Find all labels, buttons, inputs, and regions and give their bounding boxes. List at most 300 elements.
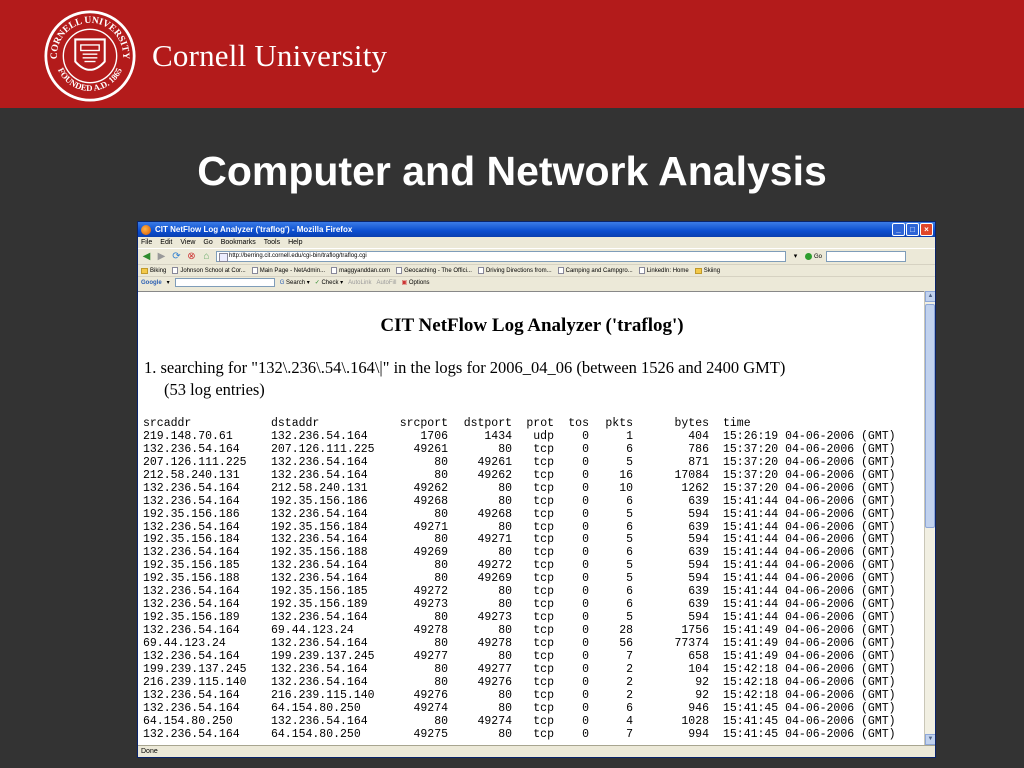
table-cell-bytes: 946 [688, 701, 709, 715]
table-row [143, 716, 910, 729]
table-row [143, 444, 910, 457]
page-content [138, 291, 926, 745]
table-cell-bytes: 1028 [681, 714, 709, 728]
google-dropdown-icon[interactable]: ▾ [166, 280, 170, 286]
table-cell-srcport: 80 [434, 662, 448, 676]
table-cell-srcport: 49276 [413, 688, 448, 702]
page-icon [252, 267, 258, 274]
table-cell-time: 15:37:20 04-06-2006 (GMT) [723, 442, 896, 456]
table-cell-prot: tcp [533, 442, 554, 456]
table-cell-tos: 0 [582, 559, 589, 573]
table-cell-dstport: 80 [498, 442, 512, 456]
search-icon: G [279, 280, 285, 286]
table-cell-dstport: 49274 [477, 714, 512, 728]
firefox-icon [141, 225, 151, 235]
table-cell-time: 15:42:18 04-06-2006 (GMT) [723, 675, 896, 689]
table-cell-srcaddr: 199.239.137.245 [143, 662, 247, 676]
table-cell-prot: tcp [533, 533, 554, 547]
close-button[interactable]: × [920, 223, 933, 236]
table-cell-time: 15:41:45 04-06-2006 (GMT) [723, 714, 896, 728]
table-cell-tos: 0 [582, 598, 589, 612]
table-cell-dstaddr: 192.35.156.184 [271, 520, 368, 534]
check-icon: ✓ [314, 280, 320, 286]
table-cell-prot: tcp [533, 507, 554, 521]
log-header-row [143, 418, 910, 431]
table-cell-dstaddr: 132.236.54.164 [271, 455, 368, 469]
table-cell-bytes: 658 [688, 649, 709, 663]
table-cell-srcport: 1706 [420, 429, 448, 443]
table-cell-srcport: 49268 [413, 494, 448, 508]
table-cell-srcaddr: 64.154.80.250 [143, 714, 233, 728]
go-icon [805, 253, 812, 260]
table-cell-dstaddr: 207.126.111.225 [271, 442, 375, 456]
table-cell-srcaddr: 207.126.111.225 [143, 455, 247, 469]
table-cell-srcport: 80 [434, 611, 448, 625]
table-cell-time: 15:41:49 04-06-2006 (GMT) [723, 636, 896, 650]
entries-count: (53 log entries) [164, 380, 265, 399]
table-row [143, 677, 910, 690]
table-cell-prot: tcp [533, 675, 554, 689]
table-cell-pkts: 5 [626, 559, 633, 573]
table-row [143, 651, 910, 664]
table-cell-tos: 0 [582, 481, 589, 495]
navigation-toolbar [138, 248, 935, 264]
col-prot: prot [526, 417, 554, 430]
table-cell-prot: tcp [533, 468, 554, 482]
table-cell-dstport: 49276 [477, 675, 512, 689]
browser-window [137, 221, 936, 758]
table-cell-srcport: 80 [434, 455, 448, 469]
col-dstaddr: dstaddr [271, 417, 320, 430]
col-bytes: bytes [674, 417, 709, 430]
table-cell-srcport: 80 [434, 675, 448, 689]
table-cell-dstaddr: 132.236.54.164 [271, 662, 368, 676]
scroll-up-arrow-icon[interactable]: ▲ [925, 291, 936, 302]
header-band [0, 0, 1024, 108]
table-cell-pkts: 6 [626, 520, 633, 534]
table-cell-srcaddr: 192.35.156.185 [143, 559, 240, 573]
table-cell-srcaddr: 69.44.123.24 [143, 636, 226, 650]
maximize-button[interactable]: □ [906, 223, 919, 236]
table-cell-prot: tcp [533, 688, 554, 702]
menu-go[interactable]: Go [203, 239, 213, 246]
table-cell-time: 15:41:45 04-06-2006 (GMT) [723, 701, 896, 715]
table-cell-srcport: 80 [434, 636, 448, 650]
table-cell-time: 15:41:44 04-06-2006 (GMT) [723, 494, 896, 508]
table-cell-bytes: 639 [688, 494, 709, 508]
table-cell-srcaddr: 212.58.240.131 [143, 468, 240, 482]
table-cell-pkts: 7 [626, 649, 633, 663]
table-cell-srcaddr: 132.236.54.164 [143, 649, 240, 663]
table-cell-tos: 0 [582, 455, 589, 469]
table-cell-tos: 0 [582, 520, 589, 534]
table-cell-prot: tcp [533, 455, 554, 469]
table-cell-dstaddr: 132.236.54.164 [271, 559, 368, 573]
university-name: Cornell University [152, 38, 388, 73]
table-cell-prot: tcp [533, 714, 554, 728]
table-cell-time: 15:41:44 04-06-2006 (GMT) [723, 546, 896, 560]
page-icon [639, 267, 645, 274]
menu-view[interactable]: View [180, 239, 196, 246]
table-cell-tos: 0 [582, 429, 589, 443]
table-cell-dstaddr: 192.35.156.186 [271, 494, 368, 508]
bookmark-maggyanddan[interactable]: maggyanddan.com [331, 267, 390, 274]
table-cell-prot: tcp [533, 662, 554, 676]
table-cell-bytes: 594 [688, 611, 709, 625]
table-cell-pkts: 5 [626, 507, 633, 521]
scrollbar-thumb[interactable] [925, 304, 935, 528]
table-cell-tos: 0 [582, 624, 589, 637]
col-pkts: pkts [605, 417, 633, 430]
search-description: 1. searching for "132\.236\.54\.164\|" in the logs for 2006_04_06 (between 1526 and 2400 GMT) [144, 358, 786, 377]
table-cell-tos: 0 [582, 727, 589, 741]
table-cell-pkts: 1 [626, 429, 633, 443]
table-cell-srcport: 49261 [413, 442, 448, 456]
table-row [143, 625, 910, 638]
table-cell-time: 15:41:44 04-06-2006 (GMT) [723, 611, 896, 625]
menu-tools[interactable]: Tools [263, 239, 281, 246]
table-cell-tos: 0 [582, 714, 589, 728]
table-cell-dstport: 80 [498, 688, 512, 702]
google-search-button[interactable]: G Search ▾ [279, 280, 310, 286]
seal-text-top: CORNELL UNIVERSITY [48, 14, 132, 60]
table-cell-bytes: 871 [688, 455, 709, 469]
cornell-seal-logo [44, 10, 136, 102]
table-cell-srcport: 49273 [413, 598, 448, 612]
col-dstport: dstport [463, 417, 512, 430]
table-cell-time: 15:37:20 04-06-2006 (GMT) [723, 455, 896, 469]
table-cell-tos: 0 [582, 507, 589, 521]
google-options-button[interactable]: ▣ Options [401, 280, 430, 286]
window-titlebar [138, 222, 935, 237]
table-cell-dstaddr: 192.35.156.189 [271, 598, 368, 612]
bookmark-camping[interactable]: Camping and Campgro... [558, 267, 633, 274]
table-cell-bytes: 594 [688, 507, 709, 521]
table-cell-srcport: 80 [434, 559, 448, 573]
table-cell-time: 15:42:18 04-06-2006 (GMT) [723, 688, 896, 702]
table-cell-dstaddr: 64.154.80.250 [271, 701, 361, 715]
google-toolbar [138, 276, 935, 288]
table-cell-dstport: 49262 [477, 468, 512, 482]
table-cell-srcaddr: 219.148.70.61 [143, 429, 233, 443]
table-cell-time: 15:37:20 04-06-2006 (GMT) [723, 468, 896, 482]
bookmark-johnson-school[interactable]: Johnson School at Cor... [172, 267, 245, 274]
table-cell-srcport: 49271 [413, 520, 448, 534]
table-cell-srcaddr: 132.236.54.164 [143, 481, 240, 495]
menu-edit[interactable]: Edit [160, 239, 173, 246]
back-arrow-icon[interactable]: ◀ [142, 251, 151, 262]
table-cell-srcport: 80 [434, 468, 448, 482]
table-cell-srcport: 49277 [413, 649, 448, 663]
window-title: CIT NetFlow Log Analyzer ('traflog') - Mozilla Firefox [155, 225, 353, 234]
table-cell-pkts: 5 [626, 572, 633, 586]
url-dropdown-icon[interactable]: ▾ [793, 253, 798, 260]
google-search-input[interactable] [175, 278, 275, 287]
table-cell-srcaddr: 132.236.54.164 [143, 701, 240, 715]
table-cell-srcaddr: 216.239.115.140 [143, 675, 247, 689]
table-cell-prot: tcp [533, 520, 554, 534]
table-cell-bytes: 594 [688, 572, 709, 586]
folder-icon [695, 268, 702, 274]
table-cell-dstaddr: 132.236.54.164 [271, 468, 368, 482]
table-cell-pkts: 6 [626, 494, 633, 508]
table-cell-bytes: 92 [695, 688, 709, 702]
col-time: time [723, 417, 751, 430]
page-heading: CIT NetFlow Log Analyzer ('traflog') [380, 315, 684, 336]
scroll-down-arrow-icon[interactable]: ▼ [925, 734, 936, 745]
table-cell-tos: 0 [582, 636, 589, 650]
folder-icon [141, 268, 148, 274]
table-row [143, 509, 910, 522]
search-engine-box[interactable] [826, 251, 906, 262]
table-cell-srcaddr: 132.236.54.164 [143, 546, 240, 560]
table-row [143, 470, 910, 483]
table-cell-bytes: 639 [688, 546, 709, 560]
table-cell-srcaddr: 192.35.156.189 [143, 611, 240, 625]
page-icon [172, 267, 178, 274]
seal-text-bottom: FOUNDED A.D. 1865 [55, 66, 125, 94]
table-cell-dstport: 80 [498, 727, 512, 741]
table-cell-dstport: 49277 [477, 662, 512, 676]
menu-help[interactable]: Help [288, 239, 303, 246]
table-cell-srcaddr: 192.35.156.184 [143, 533, 240, 547]
table-row [143, 496, 910, 509]
table-cell-srcport: 49278 [413, 624, 448, 637]
table-cell-dstaddr: 192.35.156.185 [271, 585, 368, 599]
table-cell-srcaddr: 132.236.54.164 [143, 727, 240, 741]
table-cell-srcaddr: 192.35.156.188 [143, 572, 240, 586]
page-icon [478, 267, 484, 274]
table-cell-time: 15:41:44 04-06-2006 (GMT) [723, 598, 896, 612]
table-cell-dstport: 80 [498, 494, 512, 508]
table-cell-tos: 0 [582, 701, 589, 715]
table-cell-srcport: 49272 [413, 585, 448, 599]
table-cell-dstaddr: 132.236.54.164 [271, 572, 368, 586]
table-cell-time: 15:41:44 04-06-2006 (GMT) [723, 585, 896, 599]
table-cell-bytes: 1262 [681, 481, 709, 495]
table-row [143, 431, 910, 444]
table-cell-time: 15:41:44 04-06-2006 (GMT) [723, 520, 896, 534]
table-cell-bytes: 639 [688, 585, 709, 599]
table-cell-dstport: 80 [498, 701, 512, 715]
table-cell-pkts: 28 [619, 624, 633, 637]
table-cell-pkts: 2 [626, 675, 633, 689]
table-cell-dstaddr: 132.236.54.164 [271, 533, 368, 547]
table-cell-prot: tcp [533, 559, 554, 573]
table-cell-pkts: 2 [626, 662, 633, 676]
bookmark-geocaching[interactable]: Geocaching - The Offici... [396, 267, 472, 274]
table-cell-pkts: 5 [626, 611, 633, 625]
slide-title: Computer and Network Analysis [197, 148, 827, 194]
table-cell-tos: 0 [582, 572, 589, 586]
table-cell-dstaddr: 132.236.54.164 [271, 611, 368, 625]
table-cell-dstaddr: 132.236.54.164 [271, 507, 368, 521]
table-cell-pkts: 5 [626, 455, 633, 469]
table-row [143, 483, 910, 496]
table-cell-tos: 0 [582, 662, 589, 676]
minimize-button[interactable]: _ [892, 223, 905, 236]
table-cell-prot: tcp [533, 727, 554, 741]
table-cell-srcaddr: 192.35.156.186 [143, 507, 240, 521]
table-cell-time: 15:41:44 04-06-2006 (GMT) [723, 559, 896, 573]
table-cell-dstport: 49271 [477, 533, 512, 547]
col-srcaddr: srcaddr [143, 417, 192, 430]
table-cell-bytes: 1756 [681, 624, 709, 637]
table-cell-tos: 0 [582, 688, 589, 702]
status-bar: Done [138, 745, 936, 757]
table-cell-bytes: 104 [688, 662, 709, 676]
home-icon[interactable]: ⌂ [203, 251, 210, 262]
table-cell-bytes: 92 [695, 675, 709, 689]
table-cell-tos: 0 [582, 442, 589, 456]
table-cell-time: 15:26:19 04-06-2006 (GMT) [723, 429, 896, 443]
col-tos: tos [568, 417, 589, 430]
menu-bookmarks[interactable]: Bookmarks [220, 239, 256, 246]
table-cell-pkts: 2 [626, 688, 633, 702]
table-cell-dstport: 49268 [477, 507, 512, 521]
table-cell-dstaddr: 192.35.156.188 [271, 546, 368, 560]
google-autofill-button[interactable]: AutoFill [376, 279, 397, 286]
table-cell-dstaddr: 132.236.54.164 [271, 714, 368, 728]
table-cell-prot: tcp [533, 572, 554, 586]
table-cell-tos: 0 [582, 675, 589, 689]
table-cell-time: 15:41:44 04-06-2006 (GMT) [723, 572, 896, 586]
table-cell-prot: tcp [533, 611, 554, 625]
table-cell-dstport: 80 [498, 585, 512, 599]
table-cell-tos: 0 [582, 533, 589, 547]
table-cell-srcport: 49274 [413, 701, 448, 715]
table-cell-srcaddr: 132.236.54.164 [143, 598, 240, 612]
table-row [143, 703, 910, 716]
table-cell-time: 15:41:49 04-06-2006 (GMT) [723, 624, 896, 637]
table-cell-srcaddr: 132.236.54.164 [143, 624, 240, 637]
table-cell-pkts: 4 [626, 714, 633, 728]
google-check-button[interactable]: ✓ Check ▾ [314, 280, 344, 286]
bookmark-driving-directions[interactable]: Driving Directions from... [478, 267, 552, 274]
table-cell-srcport: 80 [434, 714, 448, 728]
page-icon [396, 267, 402, 274]
table-cell-srcport: 49269 [413, 546, 448, 560]
table-cell-tos: 0 [582, 546, 589, 560]
table-cell-time: 15:42:18 04-06-2006 (GMT) [723, 662, 896, 676]
table-cell-tos: 0 [582, 468, 589, 482]
bookmarks-toolbar [138, 264, 935, 276]
bookmark-biking[interactable]: Biking [141, 268, 166, 274]
table-cell-prot: tcp [533, 494, 554, 508]
table-row [143, 664, 910, 677]
table-row [143, 638, 910, 651]
table-cell-bytes: 594 [688, 533, 709, 547]
menu-bar [138, 237, 935, 248]
table-cell-prot: tcp [533, 636, 554, 650]
table-cell-prot: tcp [533, 585, 554, 599]
go-label: Go [814, 253, 823, 260]
table-cell-dstaddr: 212.58.240.131 [271, 481, 368, 495]
table-cell-prot: tcp [533, 701, 554, 715]
table-cell-prot: tcp [533, 649, 554, 663]
table-cell-dstaddr: 132.236.54.164 [271, 675, 368, 689]
table-cell-bytes: 404 [688, 429, 709, 443]
table-cell-srcport: 49275 [413, 727, 448, 741]
menu-file[interactable]: File [141, 239, 153, 246]
table-cell-pkts: 56 [619, 636, 633, 650]
bookmark-netadmin[interactable]: Main Page - NetAdmin... [252, 267, 325, 274]
table-cell-prot: tcp [533, 546, 554, 560]
table-row [143, 690, 910, 703]
table-cell-pkts: 7 [626, 727, 633, 741]
table-cell-dstport: 49278 [477, 636, 512, 650]
table-cell-bytes: 994 [688, 727, 709, 741]
table-cell-prot: udp [533, 429, 554, 443]
forward-arrow-icon[interactable]: ▶ [157, 251, 166, 262]
table-cell-tos: 0 [582, 494, 589, 508]
table-cell-bytes: 594 [688, 559, 709, 573]
table-cell-pkts: 16 [619, 468, 633, 482]
table-cell-srcaddr: 132.236.54.164 [143, 442, 240, 456]
table-cell-dstport: 80 [498, 649, 512, 663]
table-cell-bytes: 639 [688, 520, 709, 534]
table-cell-prot: tcp [533, 481, 554, 495]
table-cell-dstport: 49272 [477, 559, 512, 573]
table-cell-dstaddr: 132.236.54.164 [271, 636, 368, 650]
table-cell-tos: 0 [582, 585, 589, 599]
table-row [143, 457, 910, 470]
table-cell-srcaddr: 132.236.54.164 [143, 688, 240, 702]
table-cell-pkts: 6 [626, 442, 633, 456]
col-srcport: srcport [399, 417, 448, 430]
table-cell-dstport: 80 [498, 598, 512, 612]
table-cell-srcport: 80 [434, 507, 448, 521]
table-cell-time: 15:41:49 04-06-2006 (GMT) [723, 649, 896, 663]
table-cell-time: 15:41:44 04-06-2006 (GMT) [723, 507, 896, 521]
table-cell-dstport: 49269 [477, 572, 512, 586]
table-cell-time: 15:41:45 04-06-2006 (GMT) [723, 727, 896, 741]
table-cell-tos: 0 [582, 649, 589, 663]
table-cell-srcaddr: 132.236.54.164 [143, 520, 240, 534]
table-cell-srcaddr: 132.236.54.164 [143, 585, 240, 599]
table-cell-prot: tcp [533, 624, 554, 637]
table-cell-srcport: 80 [434, 572, 448, 586]
vertical-scrollbar[interactable] [924, 291, 935, 745]
page-icon [331, 267, 337, 274]
table-cell-dstaddr: 216.239.115.140 [271, 688, 375, 702]
table-cell-dstport: 80 [498, 624, 512, 637]
table-cell-bytes: 639 [688, 598, 709, 612]
stop-icon[interactable]: ⊗ [187, 251, 196, 262]
table-cell-tos: 0 [582, 611, 589, 625]
table-cell-dstaddr: 69.44.123.24 [271, 624, 354, 637]
table-cell-pkts: 6 [626, 701, 633, 715]
table-cell-srcaddr: 132.236.54.164 [143, 494, 240, 508]
table-cell-dstport: 80 [498, 546, 512, 560]
options-icon: ▣ [401, 280, 408, 286]
table-cell-pkts: 6 [626, 546, 633, 560]
table-cell-dstaddr: 64.154.80.250 [271, 727, 361, 741]
google-autolink-button[interactable]: AutoLink [348, 279, 372, 286]
bookmark-skiing[interactable]: Skiing [695, 268, 720, 274]
table-cell-bytes: 17084 [674, 468, 709, 482]
table-cell-dstport: 80 [498, 520, 512, 534]
table-cell-pkts: 5 [626, 533, 633, 547]
table-cell-pkts: 6 [626, 598, 633, 612]
bookmark-linkedin[interactable]: LinkedIn: Home [639, 267, 689, 274]
go-button[interactable] [805, 253, 822, 260]
netflow-log-table [143, 418, 910, 741]
table-cell-dstport: 80 [498, 481, 512, 495]
reload-icon[interactable]: ⟳ [172, 251, 181, 262]
google-brand[interactable]: Google [141, 279, 162, 286]
url-input[interactable]: http://berring.cit.cornell.edu/cgi-bin/traflog/traflog.cgi [216, 251, 786, 262]
